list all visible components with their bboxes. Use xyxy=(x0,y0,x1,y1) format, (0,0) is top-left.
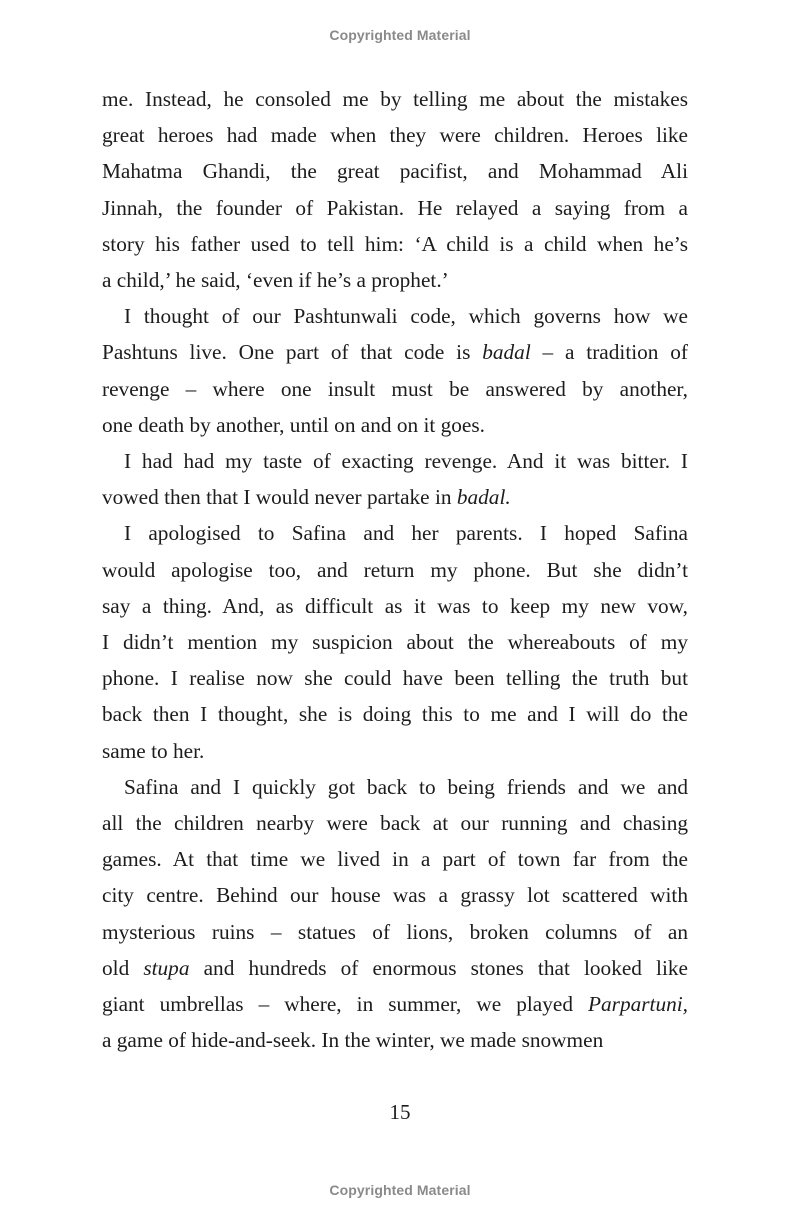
text-segment: old xyxy=(102,955,144,980)
text-line xyxy=(102,81,688,117)
text-line xyxy=(102,588,688,624)
text-segment: Pashtuns live. One part of that code is xyxy=(102,340,483,365)
text-line xyxy=(102,552,688,588)
text-segment: me. Instead, he consoled me by telling me about the mistakes xyxy=(102,87,688,111)
text-line xyxy=(102,515,688,551)
text-line xyxy=(102,950,688,986)
text-line xyxy=(102,298,688,334)
paragraph xyxy=(102,515,688,768)
italic-text: Parpartuni, xyxy=(588,992,688,1017)
paragraph xyxy=(102,81,688,298)
text-segment: vowed then that I would never partake in xyxy=(102,485,457,510)
text-segment: Jinnah, the founder of Pakistan. He relayed a saying from a xyxy=(102,195,688,220)
text-segment: Safina and I quickly got back to being friends and we and xyxy=(124,774,688,799)
paragraph xyxy=(102,298,688,443)
text-line xyxy=(102,371,688,407)
copyright-watermark-bottom: Copyrighted Material xyxy=(329,1182,471,1198)
copyright-watermark-top: Copyrighted Material xyxy=(329,27,471,43)
text-segment: and hundreds of enormous stones that looked like xyxy=(189,955,688,980)
text-segment: a child,’ he said, ‘even if he’s a prophet.’ xyxy=(102,268,449,293)
text-segment: I thought of our Pashtunwali code, which governs how we xyxy=(124,304,688,329)
text-line xyxy=(102,877,688,913)
text-segment: would apologise too, and return my phone. But she didn’t xyxy=(102,557,688,582)
text-segment: same to her. xyxy=(102,738,205,763)
text-segment: I didn’t mention my suspicion about the whereabouts of my xyxy=(102,630,688,655)
text-line xyxy=(102,1022,688,1058)
text-segment: games. At that time we lived in a part of town far from the xyxy=(102,847,688,872)
text-segment: city centre. Behind our house was a grassy lot scattered with xyxy=(102,883,688,908)
text-line xyxy=(102,986,688,1022)
text-line xyxy=(102,841,688,877)
text-segment: Mahatma Ghandi, the great pacifist, and Mohammad Ali xyxy=(102,159,688,184)
text-line xyxy=(102,190,688,226)
text-line xyxy=(102,733,688,769)
text-line xyxy=(102,443,688,479)
paragraph xyxy=(102,443,688,515)
text-line xyxy=(102,696,688,732)
text-segment: one death by another, until on and on it goes. xyxy=(102,412,486,437)
text-segment: giant umbrellas – where, in summer, we played xyxy=(102,992,588,1017)
italic-text: stupa xyxy=(143,955,190,980)
text-segment: great heroes had made when they were children. Heroes like xyxy=(102,123,688,148)
text-line xyxy=(102,479,688,515)
text-line xyxy=(102,805,688,841)
text-segment: back then I thought, she is doing this to me and I will do the xyxy=(102,702,688,727)
text-segment: mysterious ruins – statues of lions, broken columns of an xyxy=(102,919,688,944)
text-segment: – a tradition of xyxy=(530,340,689,365)
text-segment: say a thing. And, as difficult as it was to keep my new vow, xyxy=(102,593,688,618)
body-text xyxy=(102,81,688,1058)
text-line xyxy=(102,624,688,660)
text-segment: phone. I realise now she could have been telling the truth but xyxy=(102,666,688,691)
text-line xyxy=(102,334,688,370)
text-line xyxy=(102,660,688,696)
text-segment: all the children nearby were back at our running and chasing xyxy=(102,811,688,836)
text-line xyxy=(102,914,688,950)
text-line xyxy=(102,153,688,189)
text-segment: story his father used to tell him: ‘A child is a child when he’s xyxy=(102,231,688,256)
paragraph xyxy=(102,769,688,1059)
text-line xyxy=(102,407,688,443)
text-segment: I had had my taste of exacting revenge. And it was bitter. I xyxy=(124,449,688,474)
text-line xyxy=(102,117,688,153)
italic-text: badal. xyxy=(456,485,511,510)
page-number: 15 xyxy=(389,1100,411,1124)
text-line xyxy=(102,262,688,298)
italic-text: badal xyxy=(482,340,531,365)
text-segment: revenge – where one insult must be answered by another, xyxy=(102,376,688,401)
text-segment: I apologised to Safina and her parents. I hoped Safina xyxy=(124,521,688,546)
text-line xyxy=(102,226,688,262)
text-line xyxy=(102,769,688,805)
text-segment: a game of hide-and-seek. In the winter, we made snowmen xyxy=(102,1028,604,1053)
